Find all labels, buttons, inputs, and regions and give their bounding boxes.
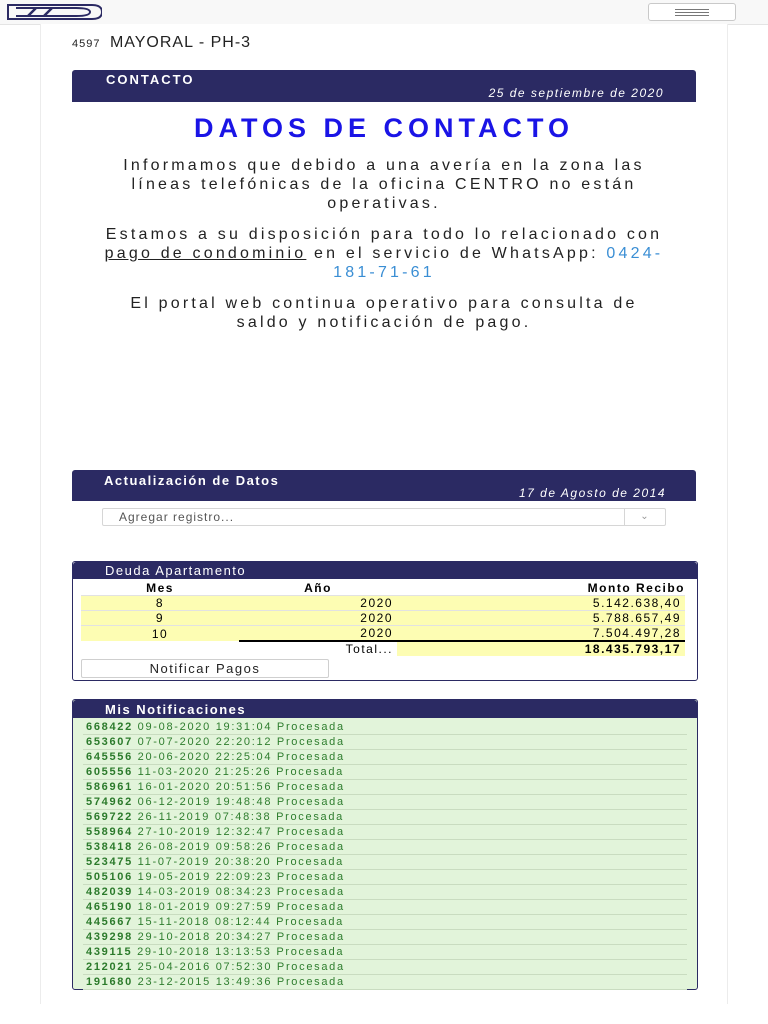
notification-time: 07:52:30 <box>215 961 273 973</box>
notification-id: 574962 <box>86 796 133 808</box>
list-item[interactable] <box>83 720 687 735</box>
contact-portal-text: El portal web continua operativo para consulta de saldo y notificación de pago. <box>130 295 638 331</box>
cell-ano: 2020 <box>239 611 397 626</box>
update-panel-date: 17 de Agosto de 2014 <box>519 486 666 500</box>
unit-number: 4597 <box>72 38 101 50</box>
table-row <box>81 611 685 626</box>
total-spacer <box>81 641 239 656</box>
chevron-down-icon[interactable]: ⌄ <box>624 509 665 525</box>
cell-mes: 8 <box>81 596 239 611</box>
contact-heading: DATOS DE CONTACTO <box>193 113 574 143</box>
notification-id: 645556 <box>86 751 133 763</box>
debt-panel-title: Deuda Apartamento <box>105 563 247 578</box>
notification-time: 22:20:12 <box>215 736 273 748</box>
notification-date: 07-07-2020 <box>137 736 211 748</box>
list-item[interactable] <box>83 855 687 870</box>
notification-status: Procesada <box>276 736 345 748</box>
notification-date: 26-08-2019 <box>137 841 211 853</box>
notification-status: Procesada <box>276 961 345 973</box>
notification-status: Procesada <box>276 871 345 883</box>
total-label: Total... <box>239 641 397 656</box>
table-row <box>81 596 685 611</box>
notification-date: 11-03-2020 <box>137 766 211 778</box>
cell-ano: 2020 <box>239 596 397 611</box>
list-item[interactable] <box>83 735 687 750</box>
notifications-panel <box>72 699 698 990</box>
notification-date: 18-01-2019 <box>137 901 211 913</box>
notification-time: 19:31:04 <box>215 721 273 733</box>
list-item[interactable] <box>83 870 687 885</box>
contact-panel-header <box>72 70 696 102</box>
cell-ano: 2020 <box>239 626 397 642</box>
debt-panel <box>72 561 698 681</box>
notification-time: 19:48:48 <box>215 796 273 808</box>
contact-notice-text: Informamos que debido a una avería en la zona las líneas telefónicas de la oficina CENTRO no están operativas. <box>123 157 645 212</box>
update-panel-title: Actualización de Datos <box>104 473 280 488</box>
notification-time: 08:34:23 <box>215 886 273 898</box>
debt-panel-header <box>73 562 697 579</box>
notification-time: 21:25:26 <box>214 766 272 778</box>
header-monto: Monto Recibo <box>397 581 685 596</box>
add-record-select[interactable] <box>102 508 666 526</box>
notification-id: 439115 <box>86 946 133 958</box>
update-panel-header <box>72 470 696 501</box>
notification-date: 29-10-2018 <box>137 931 211 943</box>
notification-date: 14-03-2019 <box>137 886 211 898</box>
notification-date: 29-10-2018 <box>137 946 211 958</box>
notification-id: 586961 <box>86 781 133 793</box>
contact-whatsapp-text-a: Estamos a su disposición para todo lo relacionado con <box>105 226 663 243</box>
list-item[interactable] <box>83 960 687 975</box>
notification-status: Procesada <box>276 901 345 913</box>
cell-monto: 5.788.657,49 <box>397 611 685 626</box>
notification-time: 07:48:38 <box>214 811 272 823</box>
notification-id: 505106 <box>86 871 133 883</box>
notifications-panel-header <box>73 700 697 718</box>
notification-time: 09:27:59 <box>215 901 273 913</box>
notification-id: 439298 <box>86 931 133 943</box>
list-item[interactable] <box>83 750 687 765</box>
notification-date: 27-10-2019 <box>137 826 211 838</box>
notification-id: 465190 <box>86 901 133 913</box>
notification-id: 538418 <box>86 841 133 853</box>
notification-time: 13:13:53 <box>215 946 272 958</box>
debt-table <box>81 581 685 656</box>
list-item[interactable] <box>83 885 687 900</box>
notification-id: 605556 <box>86 766 133 778</box>
payment-link[interactable]: pago de condominio <box>104 245 307 262</box>
notification-time: 22:09:23 <box>215 871 273 883</box>
notification-date: 15-11-2018 <box>137 916 211 928</box>
notification-status: Procesada <box>276 931 345 943</box>
notification-status: Procesada <box>276 916 344 928</box>
notification-status: Procesada <box>276 841 345 853</box>
top-navbar <box>0 0 768 25</box>
cell-mes: 10 <box>81 626 239 642</box>
notification-date: 26-11-2019 <box>137 811 211 823</box>
debt-table-header <box>81 581 685 596</box>
add-record-select-value: Agregar registro... <box>119 510 235 524</box>
notifications-list <box>83 720 687 990</box>
total-row <box>81 641 685 656</box>
header-mes: Mes <box>146 581 174 595</box>
whatsapp-phone-link[interactable]: 0424-181-71-61 <box>333 245 664 281</box>
notification-date: 16-01-2020 <box>137 781 211 793</box>
notification-time: 20:38:20 <box>214 856 272 868</box>
notification-status: Procesada <box>276 976 345 988</box>
notification-date: 11-07-2019 <box>137 856 211 868</box>
notification-time: 08:12:44 <box>214 916 272 928</box>
notification-id: 191680 <box>86 976 133 988</box>
notification-id: 558964 <box>86 826 133 838</box>
notification-date: 19-05-2019 <box>137 871 211 883</box>
contact-whatsapp-text-b: en el servicio de WhatsApp: <box>306 245 599 262</box>
notification-status: Procesada <box>276 826 345 838</box>
update-panel <box>72 470 696 524</box>
notification-status: Procesada <box>276 721 345 733</box>
total-value: 18.435.793,17 <box>397 641 685 656</box>
notification-status: Procesada <box>276 946 345 958</box>
notification-date: 20-06-2020 <box>137 751 211 763</box>
notification-id: 445667 <box>86 916 133 928</box>
notify-payments-button[interactable]: Notificar Pagos <box>81 659 329 678</box>
notification-time: 20:51:56 <box>215 781 273 793</box>
cell-mes: 9 <box>81 611 239 626</box>
contact-panel-title: CONTACTO <box>106 72 195 87</box>
list-item[interactable] <box>83 945 687 960</box>
list-item[interactable] <box>83 825 687 840</box>
hamburger-menu-icon[interactable] <box>648 3 736 21</box>
notification-status: Procesada <box>276 811 344 823</box>
notification-id: 523475 <box>86 856 133 868</box>
list-item[interactable] <box>83 780 687 795</box>
notification-date: 23-12-2015 <box>137 976 211 988</box>
contact-panel-date: 25 de septiembre de 2020 <box>488 86 664 100</box>
list-item[interactable] <box>83 840 687 855</box>
notification-id: 653607 <box>86 736 133 748</box>
logo-icon[interactable] <box>6 2 102 22</box>
list-item[interactable] <box>83 765 687 780</box>
unit-name: MAYORAL - PH-3 <box>109 34 252 51</box>
cell-monto: 7.504.497,28 <box>397 626 685 642</box>
notification-id: 668422 <box>86 721 133 733</box>
list-item[interactable] <box>83 900 687 915</box>
notification-id: 482039 <box>86 886 133 898</box>
notification-status: Procesada <box>276 796 345 808</box>
header-ano: Año <box>239 581 397 596</box>
notification-status: Procesada <box>276 886 345 898</box>
cell-monto: 5.142.638,40 <box>397 596 685 611</box>
notifications-panel-title: Mis Notificaciones <box>105 702 247 717</box>
list-item[interactable] <box>83 795 687 810</box>
notification-date: 09-08-2020 <box>137 721 211 733</box>
notification-id: 212021 <box>86 961 133 973</box>
notification-status: Procesada <box>276 856 344 868</box>
notification-time: 13:49:36 <box>215 976 273 988</box>
table-row <box>81 626 685 642</box>
notification-date: 06-12-2019 <box>137 796 211 808</box>
notification-date: 25-04-2016 <box>137 961 211 973</box>
page-title <box>72 34 251 52</box>
notification-time: 22:25:04 <box>215 751 273 763</box>
list-item[interactable] <box>83 930 687 945</box>
notification-id: 569722 <box>86 811 133 823</box>
notification-time: 12:32:47 <box>215 826 273 838</box>
list-item[interactable] <box>83 915 687 930</box>
contact-panel <box>72 70 696 332</box>
contact-panel-body <box>72 102 696 332</box>
notification-status: Procesada <box>276 751 345 763</box>
notification-time: 09:58:26 <box>215 841 273 853</box>
notification-status: Procesada <box>276 766 344 778</box>
list-item[interactable] <box>83 810 687 825</box>
notification-status: Procesada <box>276 781 345 793</box>
list-item[interactable] <box>83 975 687 990</box>
notification-time: 20:34:27 <box>215 931 273 943</box>
contact-whatsapp-text <box>104 225 664 282</box>
